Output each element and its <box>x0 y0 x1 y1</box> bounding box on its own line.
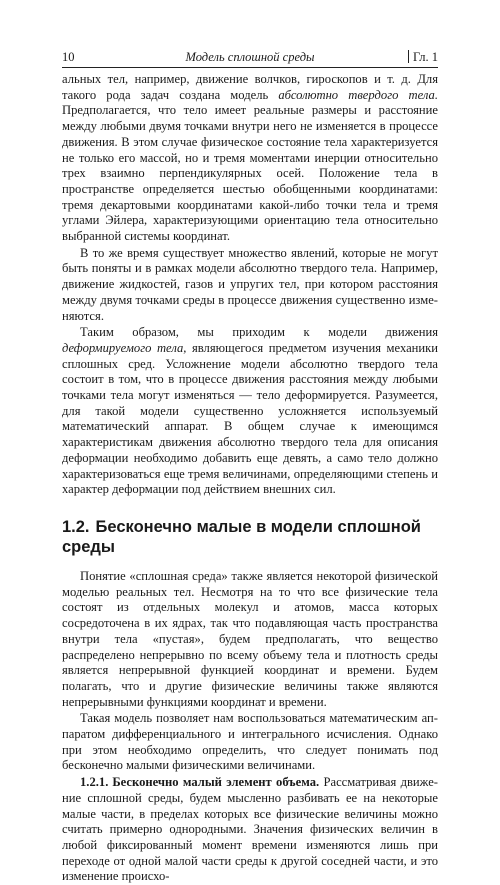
paragraph-text: альных тел, например, движение волчков, гироскопов и т. д. Для такого рода задач создана модель <box>62 72 438 102</box>
paragraph-text: Таким образом, мы приходим к модели движения <box>80 325 438 340</box>
paragraph-text: Рассматривая движение сплошной среды, будем мысленно разбивать ее на некоторые малые части, в пределах которых все физические величины можно считать примерно однородными. Значения физических величин в любой фиксированный момент времени изменяются лишь при переходе от одной малой части среды к другой соседней части, и это изменение происхо- <box>62 775 438 884</box>
emphasis-term: деформируемого тела, <box>62 340 187 355</box>
paragraph-subsection <box>62 775 438 885</box>
running-title: Модель сплошной среды <box>185 50 315 64</box>
section-number: 1.2. <box>62 517 90 536</box>
chapter-marker <box>408 48 438 66</box>
page-number: 10 <box>62 50 75 64</box>
subsection-number: 1.2.1. <box>80 775 109 790</box>
paragraph-deformable-body <box>62 325 438 498</box>
paragraph-math-apparatus: Такая модель позволяет нам воспользоваться математическим аппаратом дифференциального и интегрального исчисления. Однако при этом необходимо определить, что следует понимать под бесконечно малыми физическими величинами. <box>62 711 438 773</box>
subsection-title: Бесконечно малый элемент объема. <box>112 775 320 790</box>
section-title: Бесконечно малые в модели сплошной среды <box>62 517 421 556</box>
section-heading <box>62 517 438 557</box>
paragraph-text: являющегося предметом изучения механики сплошных сред. Усложнение модели абсолютно твердого тела состоит в том, что в процессе движения расстояния между любыми точками тела могут изменяться — тело деформируется. Разумеется, для такой модели существенно усложняется используемый математический аппарат. В общем случае к имеющимся характеристикам движения абсолютно твердого тела для описания деформации необходимо добавить еще девять, а само тело должно характеризоваться еще тремя величинами, определяющими степень и характер деформации под действием внешних сил. <box>62 340 439 497</box>
emphasis-term: абсолютно твердого тела. <box>278 87 439 102</box>
paragraph-rigid-body <box>62 72 438 245</box>
paragraph-text: Предполагается, что тело имеет реальные размеры и расстояние между любыми двумя точками внутри него не изменяется в процессе движения. В этом случае физическое состояние тела характеризуется не только его массой, но и тремя моментами инерции относительно трех взаимно перпендикулярных осей. Положение тела в пространстве определяется шестью обобщенными координатами: тремя декартовыми координатами какой-либо точки тела и тремя углами Эйлера, характеризующими ориентацию тела относительно выбранной системы координат. <box>62 103 438 244</box>
header-rule <box>62 67 438 68</box>
header-separator <box>408 50 409 63</box>
subsection-heading <box>80 775 319 789</box>
paragraph-continuum-concept: Понятие «сплошная среда» также является некоторой физической моделью реальных тел. Несмотря на то что все физические тела состоят из отдельных молекул и атомов, масса которых сосредоточена в их ядрах, так что подавляющая часть пространства внутри тела «пустая», будем предполагать, что вещество распределено непрерывно по всему объему тела и плотность среды является непрерывной функцией координат и времени. Будем полагать, что и другие физические величины также являются непрерывными функциями координат и времени. <box>62 568 438 709</box>
chapter-label: Гл. 1 <box>412 50 438 64</box>
running-header <box>62 48 438 66</box>
paragraph-limitations: В то же время существует множество явлений, которые не могут быть поняты и в рамках модели абсолютно твердого тела. Например, движение жидкостей, газов и упругих тел, при котором расстояния между двумя точками среды в процессе движения существенно изменяются. <box>62 245 438 323</box>
page-body <box>62 72 438 885</box>
